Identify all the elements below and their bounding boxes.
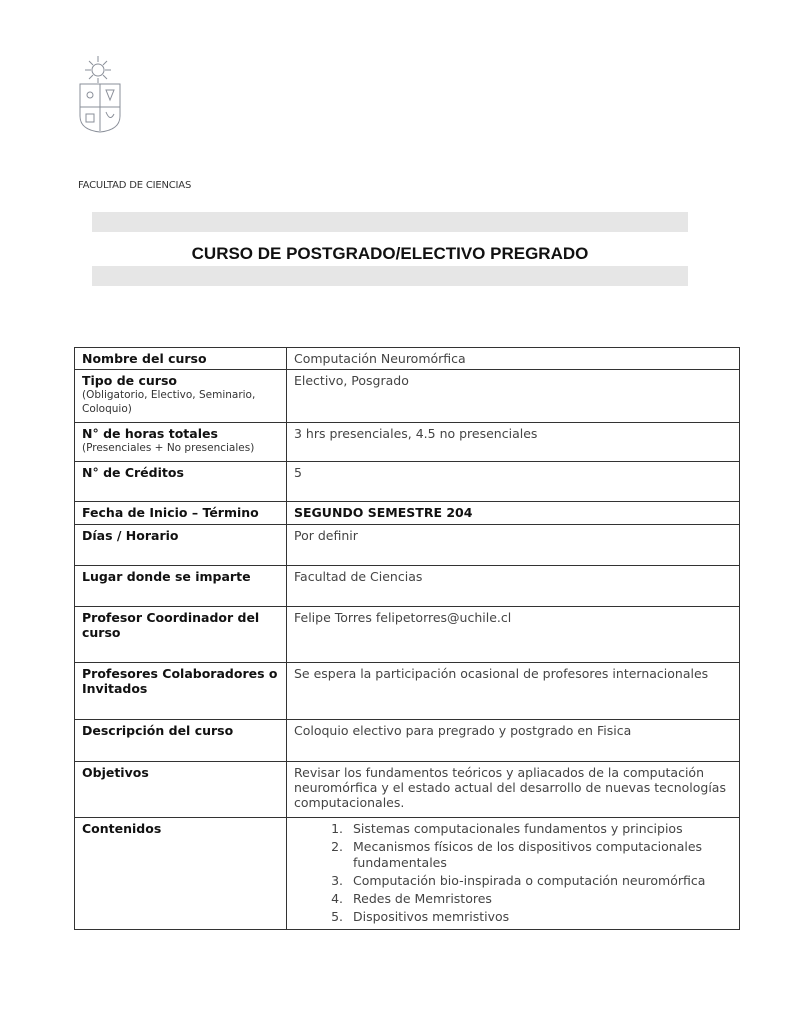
faculty-name: FACULTAD DE CIENCIAS xyxy=(78,180,192,191)
table-row-nombre xyxy=(75,348,740,370)
row-label: Contenidos xyxy=(82,821,162,836)
row-value: Electivo, Posgrado xyxy=(294,373,409,388)
document-title: CURSO DE POSTGRADO/ELECTIVO PREGRADO xyxy=(191,244,589,263)
list-item: 3. Computación bio-inspirada o computación neuromórfica xyxy=(347,873,732,889)
row-label: Objetivos xyxy=(82,765,149,780)
row-value: Revisar los fundamentos teóricos y apliacados de la computación neuromórfica y el estado actual del desarrollo de nuevas tecnologías computacionales. xyxy=(294,765,726,810)
row-value: Coloquio electivo para pregrado y postgrado en Fisica xyxy=(294,723,632,738)
course-info-table xyxy=(74,347,740,930)
row-label: Profesor Coordinador del curso xyxy=(82,610,260,640)
title-band-bottom xyxy=(92,266,688,286)
row-value: Computación Neuromórfica xyxy=(294,351,466,366)
row-value: 3 hrs presenciales, 4.5 no presenciales xyxy=(294,426,538,441)
row-label: N° de Créditos xyxy=(82,465,184,480)
list-item: 5. Dispositivos memristivos xyxy=(347,909,732,925)
university-crest-icon xyxy=(76,52,124,134)
table-row-objetivos xyxy=(75,762,740,818)
table-row-creditos xyxy=(75,462,740,502)
title-band-top xyxy=(92,212,688,232)
table-row-fecha xyxy=(75,502,740,525)
row-label: Lugar donde se imparte xyxy=(82,569,251,584)
list-item: 4. Redes de Memristores xyxy=(347,891,732,907)
row-value: Felipe Torres felipetorres@uchile.cl xyxy=(294,610,512,625)
list-item: 2. Mecanismos físicos de los dispositivos computacionales fundamentales xyxy=(347,839,732,871)
table-row-colaboradores xyxy=(75,663,740,720)
row-label: N° de horas totales xyxy=(82,426,218,441)
row-note: (Presenciales + No presenciales) xyxy=(82,442,255,454)
row-note: (Obligatorio, Electivo, Seminario, Coloquio) xyxy=(82,389,256,415)
table-row-descripcion xyxy=(75,720,740,762)
table-row-tipo xyxy=(75,370,740,423)
table-row-contenidos xyxy=(75,818,740,930)
row-label: Días / Horario xyxy=(82,528,179,543)
row-label: Tipo de curso xyxy=(82,373,177,388)
table-row-horario xyxy=(75,525,740,566)
row-value: Se espera la participación ocasional de profesores internacionales xyxy=(294,666,709,681)
row-label: Fecha de Inicio – Término xyxy=(82,505,259,520)
row-value: 5 xyxy=(294,465,302,480)
row-label: Nombre del curso xyxy=(82,351,207,366)
table-row-lugar xyxy=(75,566,740,607)
row-value: SEGUNDO SEMESTRE 204 xyxy=(294,505,473,520)
table-row-horas xyxy=(75,423,740,462)
row-value: Por definir xyxy=(294,528,358,543)
contents-list xyxy=(294,821,732,925)
row-label: Descripción del curso xyxy=(82,723,234,738)
table-row-coordinador xyxy=(75,607,740,663)
list-item: 1. Sistemas computacionales fundamentos y principios xyxy=(347,821,732,837)
row-value: Facultad de Ciencias xyxy=(294,569,423,584)
row-label: Profesores Colaboradores o Invitados xyxy=(82,666,278,696)
